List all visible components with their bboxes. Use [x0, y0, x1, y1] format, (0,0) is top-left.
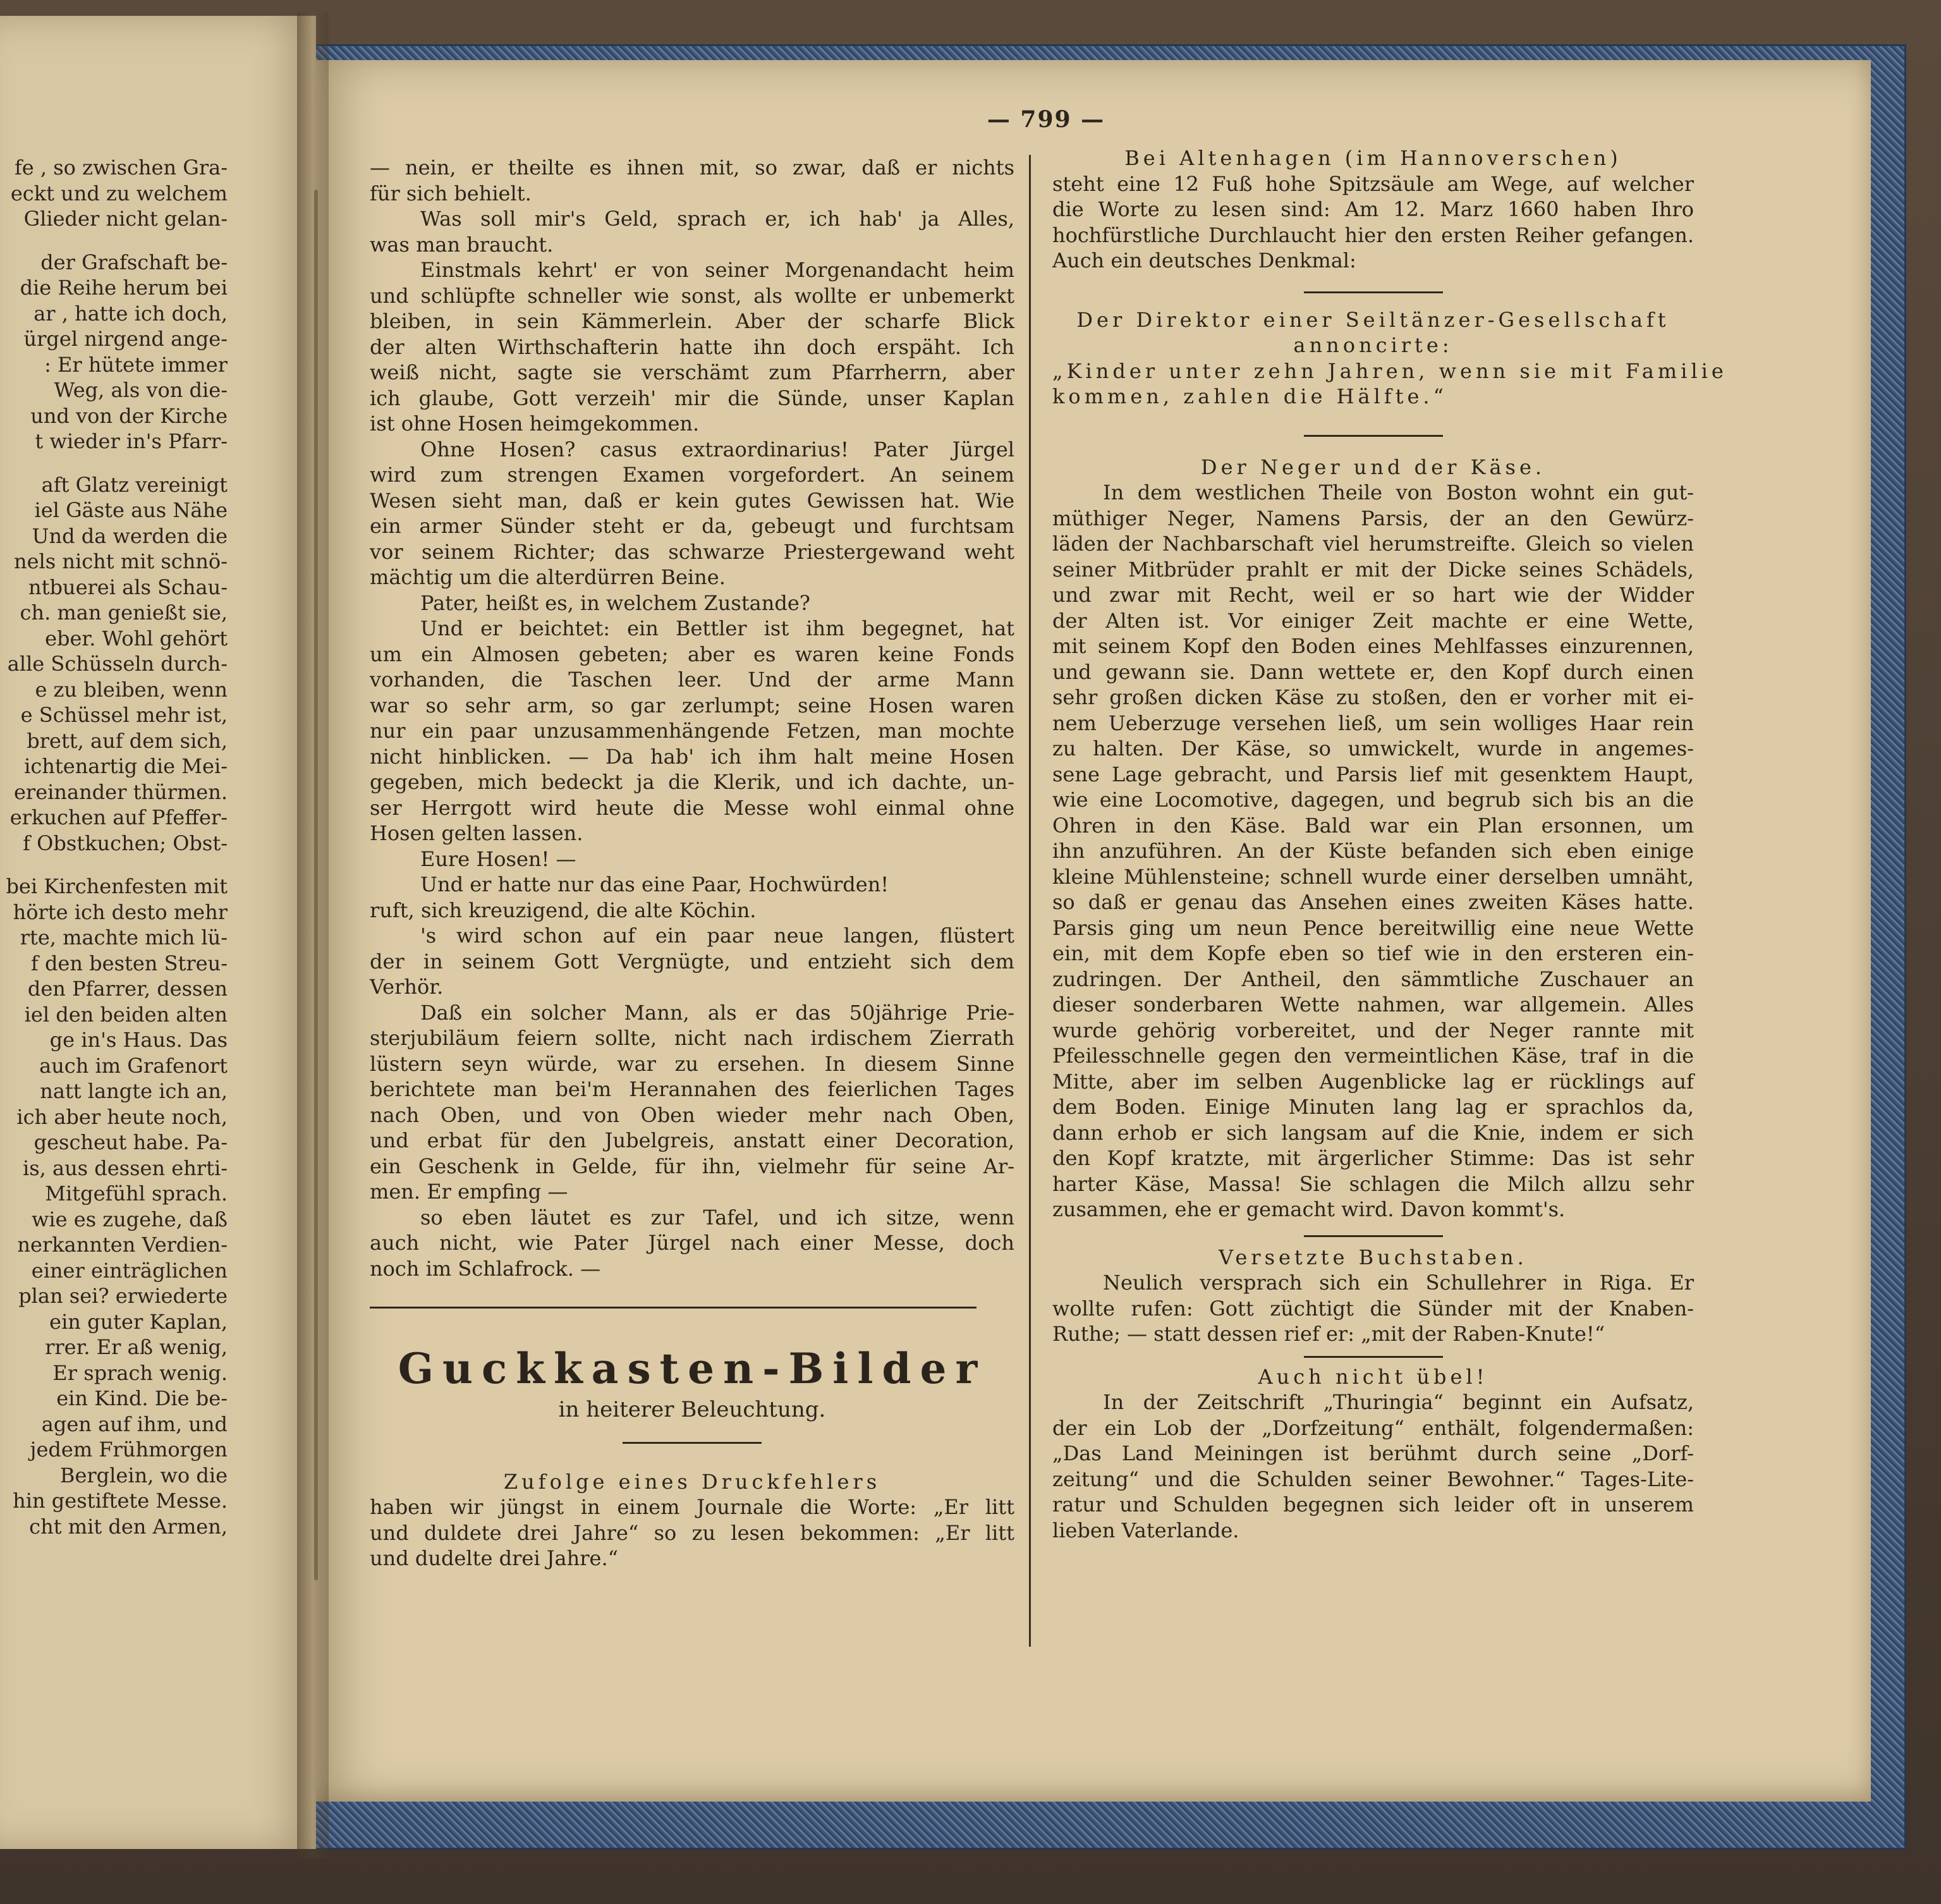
neger-line: und gewann sie. Dann wettete er, den Kopf durch einen [1052, 659, 1694, 684]
left-page-line: ar , hatte ich doch, [33, 301, 228, 326]
item-title: Zufolge eines Druckfehlers [503, 1469, 881, 1494]
story-line: war so sehr arm, so gar zerlumpt; seine Hosen waren [370, 693, 1014, 717]
left-page-line: iel Gäste aus Nähe [34, 498, 228, 522]
story-line: 's wird schon auf ein paar neue langen, flüstert [420, 924, 1014, 948]
item-line: haben wir jüngst in einem Journale die Worte: „Er litt [370, 1495, 1014, 1519]
neger-line: kleine Mühlensteine; schnell wurde einer derselben umnäht, [1052, 864, 1694, 889]
story-line: — nein, er theilte es ihnen mit, so zwar, daß er nichts [370, 156, 1014, 180]
item-line: und dudelte drei Jahre.“ [370, 1546, 618, 1570]
middle-column [370, 155, 1014, 1571]
left-page-line: rte, machte mich lü- [20, 925, 228, 949]
neger-line: der Alten ist. Vor einiger Zeit machte er eine Wette, [1052, 608, 1694, 633]
story-line: und schlüpfte schneller wie sonst, als wollte er unbemerkt [370, 283, 1014, 308]
story-line: was man braucht. [370, 232, 554, 257]
story-line: ist ohne Hosen heimgekommen. [370, 412, 700, 436]
neger-line: mit seinem Kopf den Boden eines Mehlfasses einzurennen, [1052, 634, 1694, 658]
left-page-line: eber. Wohl gehört [45, 626, 228, 650]
section-title: Guckkasten-Bilder [398, 1344, 987, 1393]
neger-line: so daß er genau das Ansehen eines zweiten Käses hatte. [1052, 890, 1694, 914]
story-line: nicht hinblicken. — Da hab' ich ihm halt meine Hosen [370, 744, 1014, 769]
left-page-line: auch im Grafenort [39, 1053, 228, 1078]
story-line: nur ein paar unzusammenhängende Fetzen, man mochte [370, 719, 1014, 743]
divider-rule [1304, 1356, 1443, 1358]
story-line: ich glaube, Gott verzeih' mir die Sünde, unser Kaplan [370, 386, 1014, 410]
left-page-line: ichtenartig die Mei- [24, 754, 228, 778]
neger-line: ein, mit dem Kopfe eben so tief wie in den ersteren ein- [1052, 941, 1694, 965]
left-page-line: ein guter Kaplan, [49, 1309, 228, 1334]
altenhagen-block [1052, 145, 1694, 274]
story-line: so eben läutet es zur Tafel, und ich sitze, wenn [420, 1205, 1014, 1230]
neger-line: dem Boden. Einige Minuten lang lag er sprachlos da, [1052, 1095, 1694, 1119]
buchstaben-line: wollte rufen: Gott züchtigt die Sünder mit der Knaben- [1052, 1296, 1694, 1321]
left-page-line: cht mit den Armen, [29, 1514, 228, 1539]
left-page-line: wie es zugehe, daß [32, 1207, 228, 1231]
uebel-line: lieben Vaterlande. [1052, 1518, 1239, 1542]
neger-line: sene Lage gebracht, und Parsis lief mit gesenktem Haupt, [1052, 762, 1694, 786]
story-line: Daß ein solcher Mann, als er das 50jährige Prie- [420, 1000, 1014, 1025]
page-number: — 799 — [987, 106, 1105, 133]
section-subtitle: in heiterer Beleuchtung. [558, 1397, 826, 1422]
story-line: und erbat für den Jubelgreis, anstatt einer Decoration, [370, 1128, 1014, 1152]
subtitle-rule [623, 1442, 762, 1444]
left-page-line: brett, auf dem sich, [27, 728, 228, 753]
uebel-line: zeitung“ und die Schulden seiner Bewohner.“ Tages-Lite- [1052, 1467, 1694, 1491]
left-page-line: und von der Kirche [30, 403, 228, 428]
right-column [1052, 145, 1727, 1543]
neger-line: den Kopf kratzte, mit ärgerlicher Stimme: Das ist sehr [1052, 1146, 1694, 1170]
left-page-line: erkuchen auf Pfeffer- [9, 805, 228, 829]
left-page-line: nerkannten Verdien- [17, 1233, 228, 1257]
item-body [370, 1494, 1014, 1571]
story-line: Einstmals kehrt' er von seiner Morgenandacht heim [420, 258, 1014, 282]
seiltaenzer-line: annoncirte: [1293, 333, 1453, 357]
left-page-column [0, 155, 228, 1539]
left-page-line: alle Schüsseln durch- [7, 652, 228, 676]
left-page-line: is, aus dessen ehrti- [22, 1156, 228, 1180]
left-page-line: f Obstkuchen; Obst- [23, 831, 228, 855]
story-line: Verhör. [370, 975, 444, 999]
neger-line: wie eine Locomotive, dagegen, und begrub sich bis an die [1052, 788, 1694, 812]
left-page-line: eckt und zu welchem [10, 181, 228, 205]
neger-block [1052, 480, 1694, 1223]
left-page-line: hörte ich desto mehr [13, 900, 228, 924]
neger-line: müthiger Neger, Namens Parsis, der an den Gewürz- [1052, 506, 1694, 530]
story-line: ein armer Sünder steht er da, gebeugt und furchtsam [370, 514, 1014, 538]
left-page-line: e zu bleiben, wenn [35, 677, 228, 702]
left-page-line: gescheut habe. Pa- [33, 1130, 228, 1154]
left-page-line: agen auf ihm, und [41, 1412, 228, 1436]
story-line: Pater, heißt es, in welchem Zustande? [420, 590, 810, 615]
neger-line: und zwar mit Recht, weil er so hart wie der Widder [1052, 583, 1694, 607]
left-page-line: Und da werden die [32, 523, 228, 548]
neger-line: zudringen. Der Antheil, den sämmtliche Zuschauer an [1052, 967, 1694, 991]
story-line: für sich behielt. [370, 181, 532, 205]
left-page-line: ntbuerei als Schau- [28, 575, 228, 599]
left-page-line: e Schüssel mehr ist, [20, 703, 228, 727]
story-line: vor seinem Richter; das schwarze Priestergewand weht [370, 539, 1014, 564]
seiltaenzer-line: „Kinder unter zehn Jahren, wenn sie mit Familie [1052, 358, 1727, 383]
uebel-block [1052, 1389, 1694, 1543]
story-line: auch nicht, wie Pater Jürgel nach einer Messe, doch [370, 1231, 1014, 1255]
altenhagen-line: die Worte zu lesen sind: Am 12. Marz 1660 haben Ihro [1052, 197, 1694, 221]
left-page-line: : Er hütete immer [44, 352, 228, 377]
story-line: mächtig um die alterdürren Beine. [370, 565, 726, 589]
story-line: berichtete man bei'm Herannahen des feierlichen Tages [370, 1077, 1014, 1101]
uebel-line: „Das Land Meiningen ist berühmt durch seine „Dorf- [1052, 1441, 1694, 1465]
neger-line: zusammen, ehe er gemacht wird. Davon kommt's. [1052, 1197, 1566, 1221]
neger-title: Der Neger und der Käse. [1200, 455, 1546, 479]
story-line: Eure Hosen! — [420, 846, 576, 871]
story-line: weiß nicht, sagte sie verschämt zum Pfarrherrn, aber [370, 360, 1014, 384]
item-line: und duldete drei Jahre“ so zu lesen bekommen: „Er litt [370, 1520, 1014, 1545]
story-line: vorhanden, die Taschen leer. Und der arme Mann [370, 668, 1014, 692]
divider-rule [1304, 1235, 1443, 1237]
uebel-line: ratur und Schulden begegnen sich leider oft in unserem [1052, 1492, 1694, 1516]
book-gutter [297, 13, 329, 1858]
left-page-line: nels nicht mit schnö- [13, 549, 228, 573]
paragraph-gap [0, 856, 228, 874]
left-page-line: Mitgefühl sprach. [45, 1181, 228, 1205]
left-page-line: Weg, als von die- [54, 378, 228, 402]
left-page-line: iel den beiden alten [24, 1002, 228, 1027]
story-line: ser Herrgott wird heute die Messe wohl einmal ohne [370, 795, 1014, 820]
story-line: Was soll mir's Geld, sprach er, ich hab' ja Alles, [420, 207, 1014, 231]
left-page-line: hin gestiftete Messe. [13, 1489, 228, 1513]
uebel-line: der ein Lob der „Dorfzeitung“ enthält, folgendermaßen: [1052, 1415, 1694, 1440]
left-page-line: ch. man genießt sie, [20, 601, 228, 625]
left-page-line: bei Kirchenfesten mit [6, 874, 228, 898]
spine-fold [314, 190, 318, 1580]
neger-line: Pfeilesschnelle gegen den vermeintlichen Käse, traf in die [1052, 1044, 1694, 1068]
left-page-line: die Reihe herum bei [20, 276, 228, 300]
story-line: noch im Schlafrock. — [370, 1256, 601, 1281]
altenhagen-line: steht eine 12 Fuß hohe Spitzsäule am Wege, auf welcher [1052, 171, 1694, 196]
neger-line: nem Ueberzuge versehen ließ, um sein wolliges Haar rein [1052, 711, 1694, 735]
buchstaben-line: Neulich versprach sich ein Schullehrer in Riga. Er [1103, 1271, 1694, 1295]
neger-line: harter Käse, Massa! Sie schlagen die Milch allzu sehr [1052, 1171, 1694, 1196]
neger-line: wurde gehörig vorbereitet, und der Neger rannte mit [1052, 1018, 1694, 1042]
left-page-line: fe , so zwischen Gra- [14, 156, 228, 180]
story-line: wird zum strengen Examen vorgefordert. An seinem [370, 463, 1014, 487]
left-page-line: der Grafschaft be- [40, 250, 228, 274]
seiltaenzer-line: kommen, zahlen die Hälfte.“ [1052, 384, 1447, 408]
left-page-line: ge in's Haus. Das [49, 1028, 228, 1052]
neger-line: dann erhob er sich langsam auf die Knie, indem er sich [1052, 1120, 1694, 1145]
buchstaben-title: Versetzte Buchstaben. [1219, 1245, 1528, 1269]
left-page-line: Berglein, wo die [59, 1463, 228, 1487]
left-page-line: ürgel nirgend ange- [23, 327, 228, 351]
left-page-line: ereinander thürmen. [13, 779, 228, 804]
neger-line: sehr großen dicken Käse zu stoßen, den er vorher mit ei- [1052, 685, 1694, 709]
left-page-line: ich aber heute noch, [16, 1104, 228, 1129]
seiltaenzer-block [1052, 307, 1727, 410]
uebel-title: Auch nicht übel! [1258, 1364, 1488, 1389]
divider-rule [1304, 291, 1443, 293]
buchstaben-line: Ruthe; — statt dessen rief er: „mit der Raben-Knute!“ [1052, 1322, 1605, 1346]
left-page-line: t wieder in's Pfarr- [35, 429, 228, 453]
seiltaenzer-line: Der Direktor einer Seiltänzer-Gesellschaft [1076, 307, 1670, 332]
left-page-line: jedem Frühmorgen [30, 1437, 228, 1462]
left-page-line: natt langte ich an, [40, 1079, 228, 1103]
altenhagen-line: Auch ein deutsches Denkmal: [1052, 248, 1356, 272]
altenhagen-line: hochfürstliche Durchlaucht hier den ersten Reiher gefangen. [1052, 223, 1694, 247]
story-line: bleiben, in sein Kämmerlein. Aber der scharfe Blick [370, 309, 1014, 333]
story-line: sterjubiläum feiern sollte, nicht nach irdischem Zierrath [370, 1026, 1014, 1050]
story-line: Wesen sieht man, daß er kein gutes Gewissen hat. Wie [370, 488, 1014, 513]
left-page-line: aft Glatz vereinigt [41, 472, 228, 497]
kaplan-story [370, 155, 1014, 1281]
neger-line: läden der Nachbarschaft viel herumstreifte. Gleich so vielen [1052, 532, 1694, 556]
altenhagen-line: Bei Altenhagen (im Hannoverschen) [1124, 146, 1622, 170]
story-line: ein Geschenk in Gelde, für ihn, vielmehr für seine Ar- [370, 1154, 1014, 1178]
divider-rule [1304, 435, 1443, 437]
left-page-line: ein Kind. Die be- [56, 1386, 228, 1410]
neger-line: Ohren in den Käse. Bald war ein Plan ersonnen, um [1052, 813, 1694, 838]
story-line: gegeben, mich bedeckt ja die Klerik, und ich dachte, un- [370, 770, 1014, 794]
left-page-line: einer einträglichen [31, 1258, 228, 1283]
left-page-line: plan sei? erwiederte [18, 1284, 228, 1308]
neger-line: Parsis ging um neun Pence bereitwillig eine neue Wette [1052, 915, 1694, 940]
story-line: der in seinem Gott Vergnügte, und entzieht sich dem [370, 949, 1014, 973]
neger-line: zu halten. Der Käse, so umwickelt, wurde in angemes- [1052, 736, 1694, 760]
story-line: nach Oben, und von Oben wieder mehr nach Oben, [370, 1102, 1014, 1127]
story-line: Und er beichtet: ein Bettler ist ihm begegnet, hat [420, 616, 1014, 640]
story-line: Und er hatte nur das eine Paar, Hochwürden! [420, 872, 889, 896]
left-page-line: Er sprach wenig. [52, 1360, 228, 1385]
paragraph-gap [0, 232, 228, 250]
left-page-line: den Pfarrer, dessen [27, 977, 228, 1001]
story-line: der alten Wirthschafterin hatte ihn doch erspäht. Ich [370, 334, 1014, 359]
story-line: men. Er empfing — [370, 1180, 568, 1204]
left-page-line: rrer. Er aß wenig, [45, 1335, 228, 1359]
buchstaben-block [1052, 1270, 1694, 1347]
left-page-line: f den besten Streu- [30, 951, 228, 975]
story-line: Ohne Hosen? casus extraordinarius! Pater Jürgel [420, 437, 1014, 461]
neger-line: dieser sonderbaren Wette nahmen, war allgemein. Alles [1052, 992, 1694, 1016]
neger-line: ihn anzuführen. An der Küste befanden sich eben einige [1052, 839, 1694, 863]
story-line: lüstern seyn würde, war zu ersehen. In diesem Sinne [370, 1051, 1014, 1076]
section-rule [370, 1307, 977, 1309]
neger-line: Mitte, aber im selben Augenblicke lag er rücklings auf [1052, 1069, 1694, 1094]
story-line: um ein Almosen gebeten; aber es waren keine Fonds [370, 642, 1014, 666]
left-page-line: Glieder nicht gelan- [23, 207, 228, 231]
story-line: ruft, sich kreuzigend, die alte Köchin. [370, 898, 757, 922]
neger-line: seiner Mitbrüder prahlt er mit der Dicke seines Schädels, [1052, 557, 1694, 582]
uebel-line: In der Zeitschrift „Thuringia“ beginnt ein Aufsatz, [1103, 1390, 1694, 1414]
neger-line: In dem westlichen Theile von Boston wohnt ein gut- [1103, 480, 1694, 504]
column-divider [1029, 155, 1031, 1647]
paragraph-gap [0, 455, 228, 472]
story-line: Hosen gelten lassen. [370, 821, 583, 845]
